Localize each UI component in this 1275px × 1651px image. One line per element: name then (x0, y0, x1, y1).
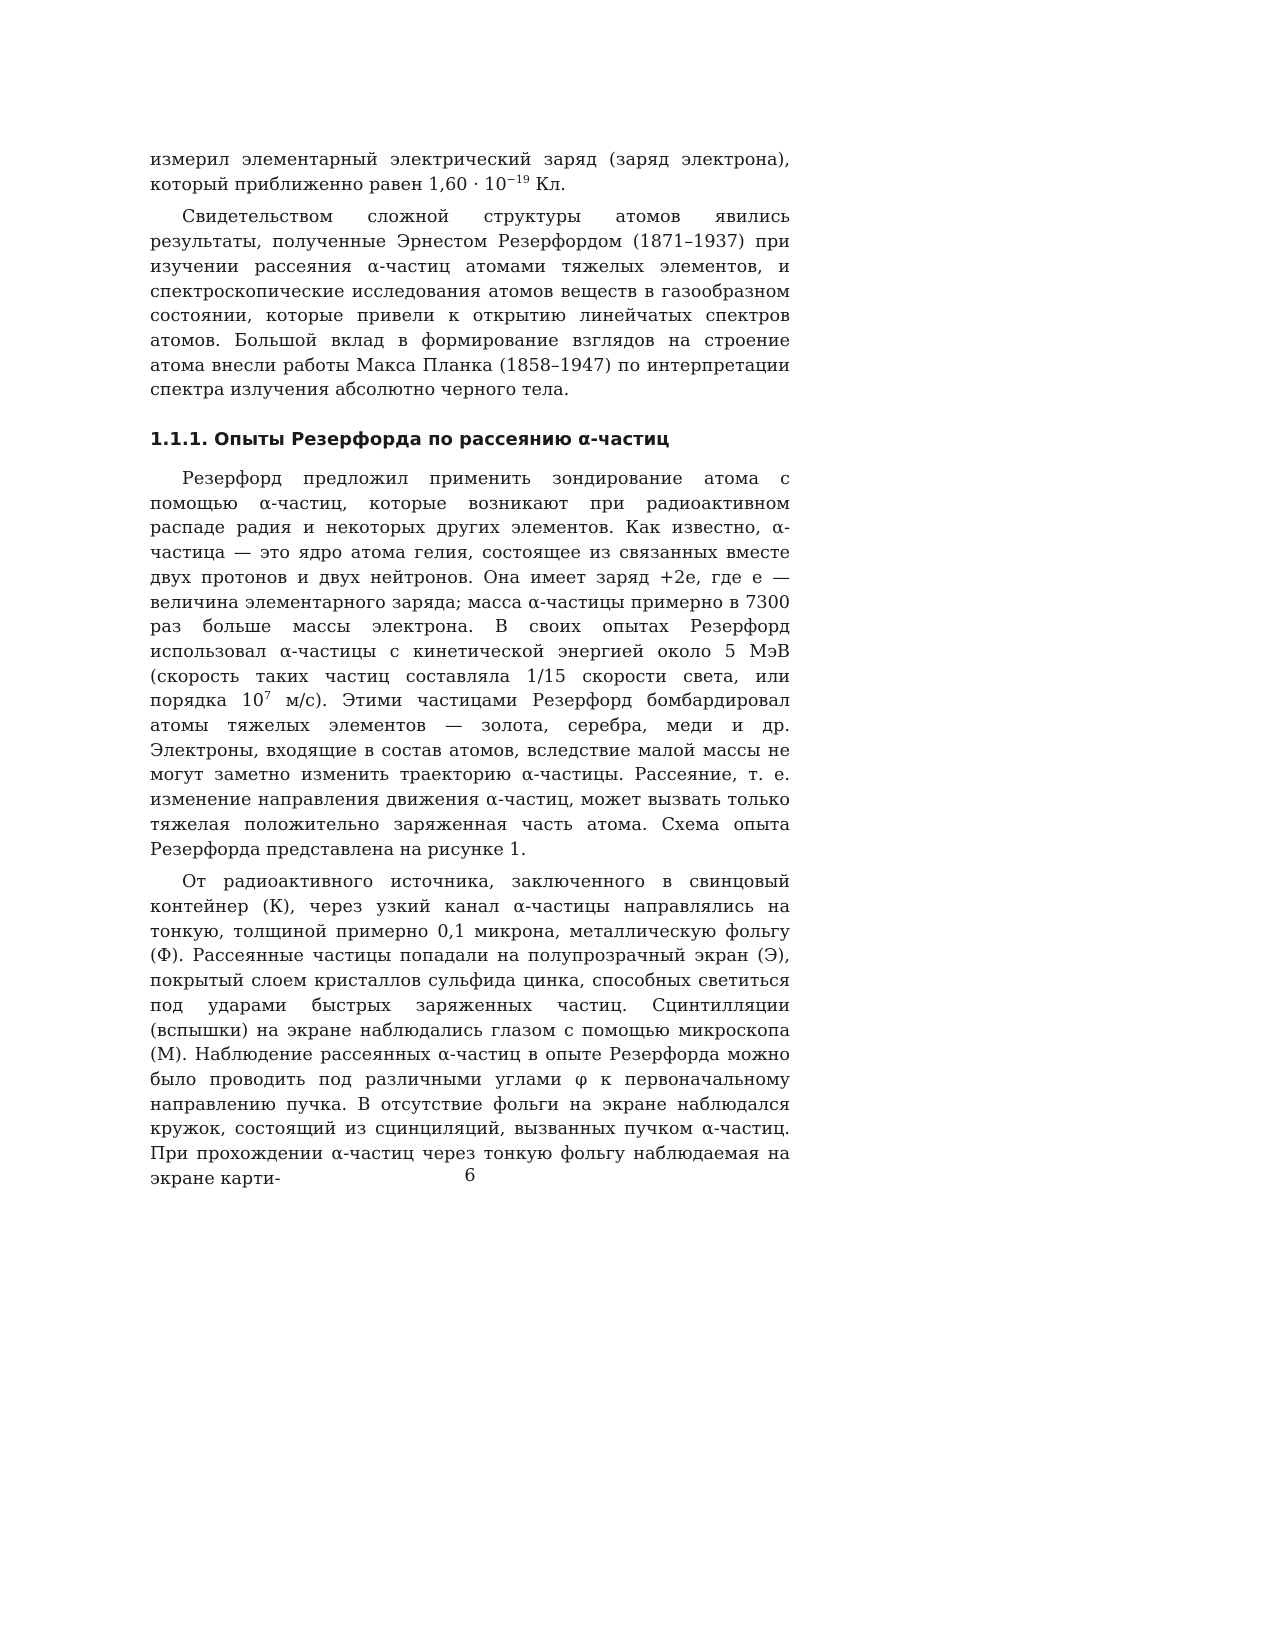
section-title: Опыты Резерфорда по рассеянию α-частиц (214, 429, 670, 451)
paragraph-continuation-text: измерил элементарный электрический заряд (заряд электрона), который приближенно равен 1,60 · 10 (150, 150, 790, 195)
charge-exponent: −19 (506, 172, 530, 186)
paragraph-rutherford-method (150, 467, 790, 862)
paragraph-experiment-setup: От радиоактивного источника, заключенного в свинцовый контейнер (К), через узкий канал α-частицы направлялись на тонкую, толщиной примерно 0,1 микрона, металлическую фольгу (Ф). Рассеянные частицы попадали на полупрозрачный экран (Э), покрытый слоем кристаллов сульфида цинка, способных светиться под ударами быстрых заряженных частиц. Сцинтилляции (вспышки) на экране наблюдались глазом с помощью микроскопа (М). Наблюдение рассеянных α-частиц в опыте Резерфорда можно было проводить под различными углами φ к первоначальному направлению пучка. В отсутствие фольги на экране наблюдался кружок, состоящий из сцинциляций, вызванных пучком α-частиц. При прохождении α-частиц через тонкую фольгу наблюдаемая на экране карти- (150, 872, 790, 1189)
paragraph-rutherford-text-b: м/с). Этими частицами Резерфорд бомбардировал атомы тяжелых элементов — золота, серебра, меди и др. Электроны, входящие в состав атомов, вследствие малой массы не могут заметно изменить траекторию α-частицы. Рассеяние, т. е. изменение направления движения α-частиц, может вызвать только тяжелая положительно заряженная часть атома. Схема опыта Резерфорда представлена на рисунке 1. (150, 691, 791, 860)
speed-exponent: 7 (263, 689, 271, 703)
charge-unit: Кл. (529, 174, 566, 195)
paragraph-atom-structure: Свидетельством сложной структуры атомов явились результаты, полученные Эрнестом Резерфордом (1871–1937) при изучении рассеяния α-частиц атомами тяжелых элементов, и спектроскопические исследования атомов веществ в газообразном состоянии, которые привели к открытию линейчатых спектров атомов. Большой вклад в формирование взглядов на строение атома внесли работы Макса Планка (1858–1947) по интерпретации спектра излучения абсолютно черного тела. (150, 207, 790, 401)
page-body (150, 148, 790, 1191)
page-number: 6 (464, 1166, 476, 1186)
paragraph-rutherford-text-a: Резерфорд предложил применить зондирование атома с помощью α-частиц, которые возникают при радиоактивном распаде радия и некоторых других элементов. Как известно, α-частица — это ядро атома гелия, состоящее из связанных вместе двух протонов и двух нейтронов. Она имеет заряд +2e, где e — величина элементарного заряда; масса α-частицы примерно в 7300 раз больше массы электрона. В своих опытах Резерфорд использовал α-частицы с кинетической энергией около 5 МэВ (скорость таких частиц составляла 1/15 скорости света, или порядка 10 (150, 469, 790, 712)
section-heading (150, 427, 790, 453)
section-number: 1.1.1. (150, 429, 209, 451)
paragraph-continuation (150, 148, 790, 197)
